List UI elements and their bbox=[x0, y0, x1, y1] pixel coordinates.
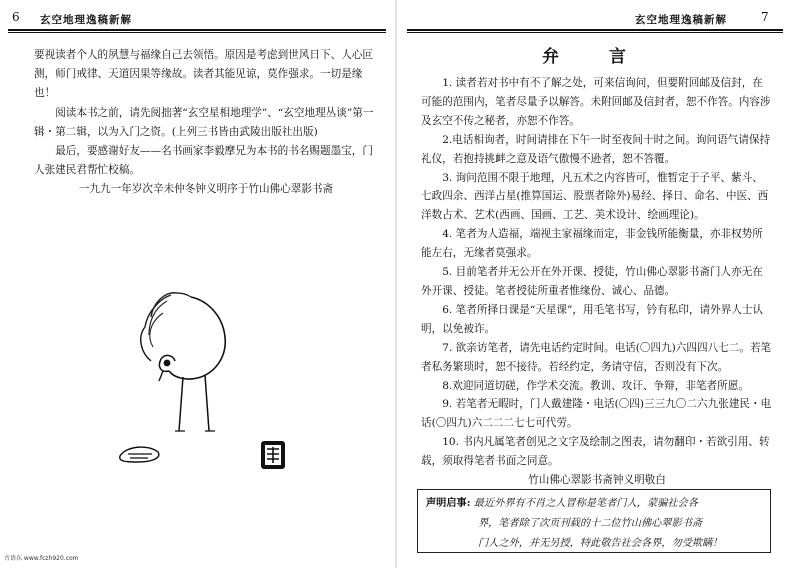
left-header-rule bbox=[8, 29, 386, 31]
left-body-text bbox=[34, 46, 378, 200]
right-running-header: 玄空地理逸稿新解 bbox=[635, 14, 727, 26]
left-header-rule-thin bbox=[8, 32, 386, 33]
notice-line: 最近外界有不肖之人冒称是笔者门人，蒙骗社会各 bbox=[473, 498, 698, 509]
note-item: 8.欢迎同道切磋，作学术交流。教训、攻讦、争辩，非笔者所愿。 bbox=[442, 379, 749, 392]
left-paragraph: 阅读本书之前，请先阅拙著“玄空星相地理学”、“玄空地理丛谈”第一辑・第二辑，以为入门之资。(上列三书皆由武陵出版社出版) bbox=[34, 106, 374, 138]
right-page bbox=[397, 0, 793, 568]
note-item: 10. 书内凡属笔者创见之文字及绘制之图表，请勿翻印・若欲引用、转载，须取得笔者书面之同意。 bbox=[421, 436, 770, 468]
note-item: 2.电话相询者，时间请排在下午一时至夜间十时之间。询问语气请保持礼仪，若抱持挑衅之意及语气傲慢不逊者，恕不答覆。 bbox=[421, 133, 771, 165]
notes-signature: 竹山佛心翠影书斋钟义明敬白 bbox=[528, 474, 666, 487]
note-item: 3. 询问范围不限于地理，凡五术之内容皆可，惟暂定于子平、紫斗、七政四余、西洋占星(推算国运、股票者除外)易经、择日、命名、中医、西洋数占术、艺术(西画、国画、工艺、美术设计、绘画理论)。 bbox=[421, 171, 769, 222]
left-page bbox=[0, 0, 396, 568]
left-page-number: 6 bbox=[12, 10, 20, 24]
notice-line: 门人之外，并无另授，特此敬告社会各界，勿受欺瞒！ bbox=[478, 538, 723, 549]
right-header-rule bbox=[407, 29, 783, 31]
note-item: 1. 读者若对书中有不了解之处，可来信询问，但要附回邮及信封，在可能的范围内，笔者尽量予以解答。未附回邮及信封者，恕不作答。内容涉及玄空不传之秘者，亦恕不作答。 bbox=[421, 77, 771, 127]
notice-line: 界，笔者除了次页刊载的十二位竹山佛心翠影书斋 bbox=[478, 518, 703, 529]
section-title: 弁 言 bbox=[542, 47, 648, 67]
note-item: 5. 目前笔者并无公开在外开课、授徒，竹山佛心翠影书斋门人亦无在外开课、授徒。笔者授徒所重者惟缘份、诚心、品德。 bbox=[421, 266, 763, 297]
site-watermark: 古语东 www.fczh920.com bbox=[4, 555, 79, 562]
right-header-rule-thin bbox=[407, 32, 783, 33]
note-item: 9. 若笔者无暇时，门人戴建隆・电话(〇四)三三九〇二六九张建民・电话(〇四九)六二二二七七可代劳。 bbox=[421, 398, 772, 430]
preface-signature: 一九九一年岁次辛未仲冬钟义明序于竹山佛心翠影书斋 bbox=[78, 183, 334, 196]
right-page-number: 7 bbox=[761, 10, 769, 24]
seal-stamp-icon bbox=[260, 440, 286, 470]
left-paragraph: 最后，要感谢好友——名书画家李毅摩兄为本书的书名赐题墨宝，门人张建民君帮忙校稿。 bbox=[34, 145, 373, 177]
bird-drawing bbox=[105, 283, 255, 438]
notice-label: 声明启事: bbox=[426, 497, 471, 509]
note-item: 7. 欲亲访笔者，请先电话约定时间。电话(〇四九)六四四八七二。若笔者私务繁琐时，恕不接待。若经约定，务请守信，否则没有下次。 bbox=[421, 341, 772, 373]
ink-stone-drawing bbox=[118, 444, 162, 464]
notes-list bbox=[421, 74, 773, 490]
left-paragraph: 要视读者个人的夙慧与福缘自己去领悟。原因是考虑到世风日下、人心叵测，师门戒律、天道因果等缘故。读者其能见谅，莫作强求。一切是缘也！ bbox=[34, 49, 373, 100]
note-item: 6. 笔者所择日课是“天星课”，用毛笔书写，钤有私印，请外界人士认明，以免被诈。 bbox=[421, 303, 764, 335]
left-running-header: 玄空地理逸稿新解 bbox=[40, 14, 132, 26]
notice-box bbox=[417, 489, 771, 553]
note-item: 4. 笔者为人造福，端视主家福缘而定，非金钱所能衡量，亦非权势所能左右，无缘者莫强求。 bbox=[421, 228, 763, 260]
